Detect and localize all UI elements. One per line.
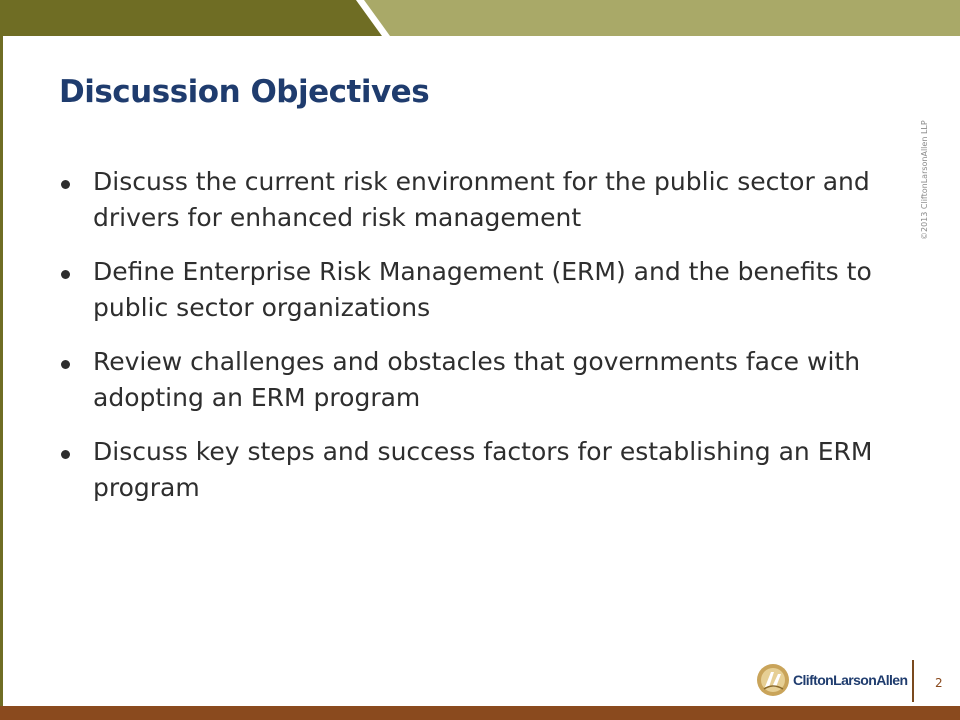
bullet-text: Discuss key steps and success factors for establishing an ERM program: [93, 437, 873, 502]
bullet-item: [59, 254, 909, 326]
bullet-dot-icon: [61, 360, 70, 369]
bullet-text: Discuss the current risk environment for the public sector and drivers for enhanced risk management: [93, 167, 870, 232]
bullet-text: Define Enterprise Risk Management (ERM) and the benefits to public sector organizations: [93, 257, 872, 322]
footer-divider: [912, 660, 914, 702]
bullet-dot-icon: [61, 270, 70, 279]
bottom-banner: [0, 706, 960, 720]
logo-wordmark: CliftonLarsonAllen: [793, 672, 908, 688]
bullet-dot-icon: [61, 450, 70, 459]
company-logo: [756, 662, 907, 698]
cla-circle-logo-icon: [756, 663, 790, 697]
page-number: 2: [935, 676, 943, 690]
left-border: [0, 0, 3, 720]
bullet-item: [59, 434, 909, 506]
copyright-notice: ©2013 CliftonLarsonAllen LLP: [920, 120, 929, 240]
bullet-list: [59, 164, 909, 524]
top-banner-dark: [0, 0, 382, 36]
top-banner: [0, 0, 960, 36]
bullet-item: [59, 344, 909, 416]
slide-title: Discussion Objectives: [59, 74, 430, 110]
bullet-dot-icon: [61, 180, 70, 189]
bullet-item: [59, 164, 909, 236]
bullet-text: Review challenges and obstacles that governments face with adopting an ERM program: [93, 347, 861, 412]
